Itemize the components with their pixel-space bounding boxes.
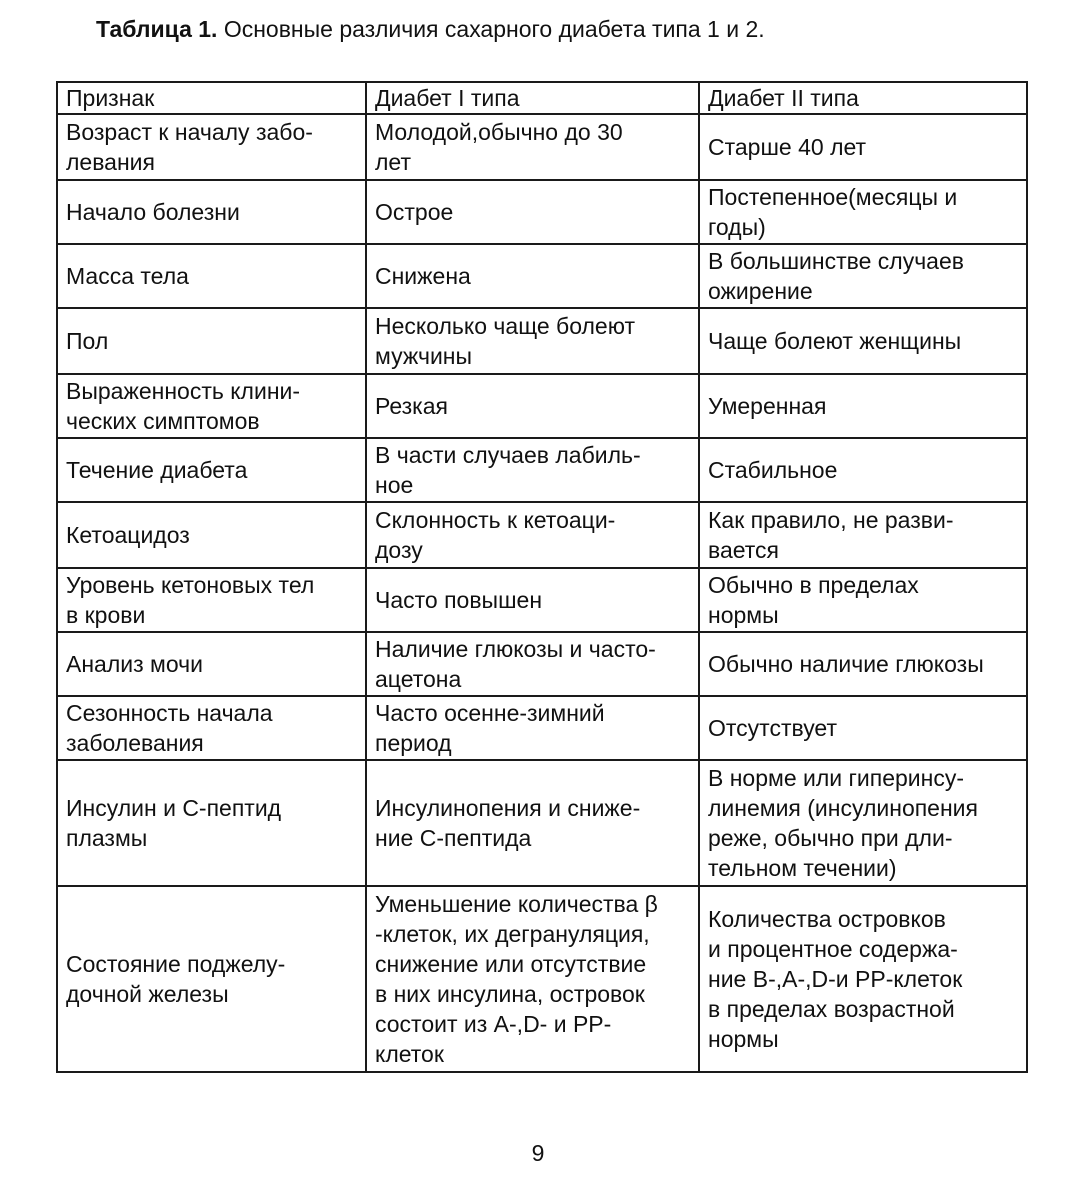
cell-feature: Пол xyxy=(57,308,366,374)
cell-type-1: Молодой,обычно до 30 лет xyxy=(366,114,699,180)
cell-type-1: В части случаев лабиль- ное xyxy=(366,438,699,502)
cell-type-2: Чаще болеют женщины xyxy=(699,308,1027,374)
table-row xyxy=(57,886,1027,1072)
cell-type-2: Обычно наличие глюкозы xyxy=(699,632,1027,696)
cell-feature: Возраст к началу забо- левания xyxy=(57,114,366,180)
cell-type-1: Склонность к кетоаци- дозу xyxy=(366,502,699,568)
page-number: 9 xyxy=(531,1140,545,1166)
cell-feature: Состояние поджелу- дочной железы xyxy=(57,886,366,1072)
cell-type-1: Часто повышен xyxy=(366,568,699,632)
cell-type-1: Несколько чаще болеют мужчины xyxy=(366,308,699,374)
cell-type-2: Отсутствует xyxy=(699,696,1027,760)
table-row xyxy=(57,114,1027,180)
cell-type-1: Острое xyxy=(366,180,699,244)
header-feature: Признак xyxy=(57,82,366,114)
table-row xyxy=(57,502,1027,568)
cell-feature: Начало болезни xyxy=(57,180,366,244)
cell-feature: Инсулин и С-пептид плазмы xyxy=(57,760,366,886)
table-caption xyxy=(96,14,765,44)
cell-feature: Кетоацидоз xyxy=(57,502,366,568)
cell-feature: Выраженность клини- ческих симптомов xyxy=(57,374,366,438)
cell-type-2: Как правило, не разви- вается xyxy=(699,502,1027,568)
cell-feature: Масса тела xyxy=(57,244,366,308)
table-row xyxy=(57,180,1027,244)
caption-text: Основные различия сахарного диабета типа 1 и 2. xyxy=(223,16,765,42)
diabetes-comparison-table xyxy=(56,81,1028,1073)
table-row xyxy=(57,568,1027,632)
cell-type-2: В норме или гиперинсу- линемия (инсулинопения реже, обычно при дли- тельном течении) xyxy=(699,760,1027,886)
cell-type-1: Резкая xyxy=(366,374,699,438)
cell-feature: Сезонность начала заболевания xyxy=(57,696,366,760)
cell-type-2: Обычно в пределах нормы xyxy=(699,568,1027,632)
cell-type-2: Количества островков и процентное содержа- ние В-,А-,D-и PP-клеток в пределах возрастной нормы xyxy=(699,886,1027,1072)
cell-type-1: Часто осенне-зимний период xyxy=(366,696,699,760)
table-row xyxy=(57,244,1027,308)
table-row xyxy=(57,760,1027,886)
cell-type-2: Стабильное xyxy=(699,438,1027,502)
header-type-2: Диабет II типа xyxy=(699,82,1027,114)
cell-type-2: В большинстве случаев ожирение xyxy=(699,244,1027,308)
cell-feature: Течение диабета xyxy=(57,438,366,502)
cell-type-1: Уменьшение количества β -клеток, их дегрануляция, снижение или отсутствие в них инсулина, островок состоит из А-,D- и PP- клеток xyxy=(366,886,699,1072)
cell-feature: Уровень кетоновых тел в крови xyxy=(57,568,366,632)
table-row xyxy=(57,308,1027,374)
cell-type-2: Умеренная xyxy=(699,374,1027,438)
cell-type-1: Наличие глюкозы и часто- ацетона xyxy=(366,632,699,696)
table-row xyxy=(57,696,1027,760)
caption-label: Таблица 1. xyxy=(96,16,218,42)
table-body xyxy=(57,114,1027,1072)
table-row xyxy=(57,374,1027,438)
header-type-1: Диабет I типа xyxy=(366,82,699,114)
cell-feature: Анализ мочи xyxy=(57,632,366,696)
cell-type-1: Снижена xyxy=(366,244,699,308)
cell-type-1: Инсулинопения и сниже- ние С-пептида xyxy=(366,760,699,886)
table-row xyxy=(57,632,1027,696)
cell-type-2: Постепенное(месяцы и годы) xyxy=(699,180,1027,244)
cell-type-2: Старше 40 лет xyxy=(699,114,1027,180)
table-header-row xyxy=(57,82,1027,114)
table-row xyxy=(57,438,1027,502)
